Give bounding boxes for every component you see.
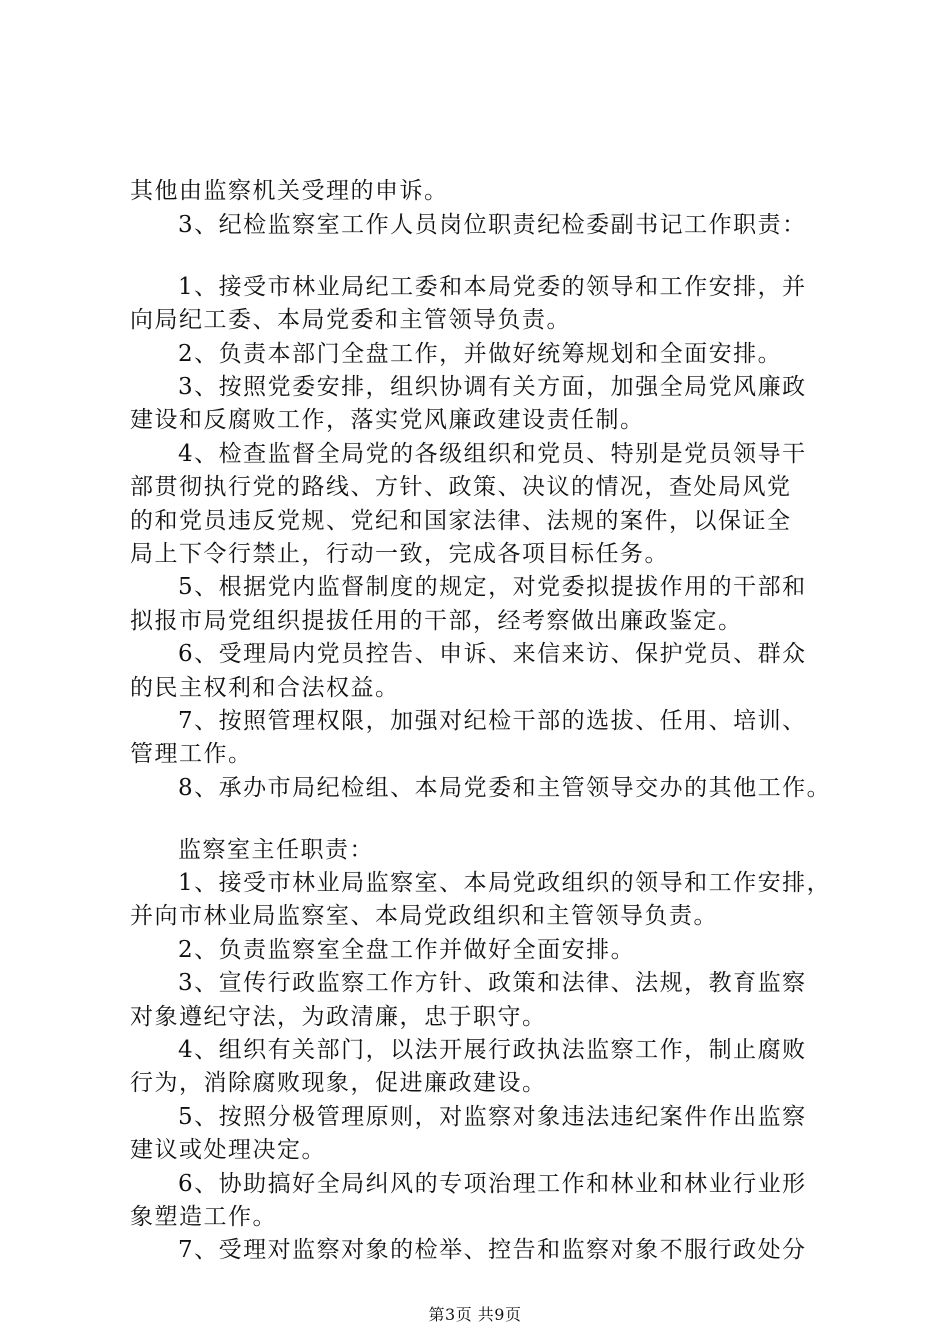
text-line: 拟报市局党组织提拔任用的干部，经考察做出廉政鉴定。 — [130, 608, 743, 634]
text-line: 4、检查监督全局党的各级组织和党员、特别是党员领导干 — [178, 441, 807, 467]
text-line: 7、受理对监察对象的检举、控告和监察对象不服行政处分 — [178, 1237, 807, 1263]
text-line: 3、按照党委安排，组织协调有关方面，加强全局党风廉政 — [178, 374, 807, 400]
text-line: 7、按照管理权限，加强对纪检干部的选拔、任用、培训、 — [178, 708, 807, 734]
text-line: 其他由监察机关受理的申诉。 — [130, 178, 449, 204]
text-line: 1、接受市林业局纪工委和本局党委的领导和工作安排，并 — [178, 274, 807, 300]
text-line: 建设和反腐败工作，落实党风廉政建设责任制。 — [130, 407, 645, 433]
text-line: 的民主权利和合法权益。 — [130, 675, 400, 701]
text-line: 部贯彻执行党的路线、方针、政策、决议的情况，查处局风党 — [130, 474, 792, 500]
text-line: 行为，消除腐败现象，促进廉政建设。 — [130, 1070, 547, 1096]
text-line: 象塑造工作。 — [130, 1204, 277, 1230]
text-line: 5、按照分极管理原则，对监察对象违法违纪案件作出监察 — [178, 1104, 807, 1130]
text-line: 建议或处理决定。 — [130, 1137, 326, 1163]
section-heading: 监察室主任职责： — [178, 837, 374, 863]
text-line: 6、受理局内党员控告、申诉、来信来访、保护党员、群众 — [178, 641, 807, 667]
text-line: 管理工作。 — [130, 741, 253, 767]
text-line: 局上下令行禁止，行动一致，完成各项目标任务。 — [130, 541, 669, 567]
text-line: 1、接受市林业局监察室、本局党政组织的领导和工作安排， — [178, 870, 832, 896]
text-line: 3、宣传行政监察工作方针、政策和法律、法规，教育监察 — [178, 970, 807, 996]
text-line: 8、承办市局纪检组、本局党委和主管领导交办的其他工作。 — [178, 775, 832, 801]
text-line: 4、组织有关部门，以法开展行政执法监察工作，制止腐败 — [178, 1037, 807, 1063]
text-line: 3、纪检监察室工作人员岗位职责纪检委副书记工作职责： — [178, 212, 807, 238]
page-footer: 第3页 共9页 — [428, 1305, 522, 1324]
text-line: 5、根据党内监督制度的规定，对党委拟提拔作用的干部和 — [178, 574, 807, 600]
text-line: 对象遵纪守法，为政清廉，忠于职守。 — [130, 1004, 547, 1030]
text-line: 2、负责监察室全盘工作并做好全面安排。 — [178, 937, 636, 963]
text-line: 并向市林业局监察室、本局党政组织和主管领导负责。 — [130, 903, 718, 929]
text-line: 的和党员违反党规、党纪和国家法律、法规的案件，以保证全 — [130, 508, 792, 534]
text-line: 向局纪工委、本局党委和主管领导负责。 — [130, 307, 571, 333]
text-line: 6、协助搞好全局纠风的专项治理工作和林业和林业行业形 — [178, 1171, 807, 1197]
text-line: 2、负责本部门全盘工作，并做好统筹规划和全面安排。 — [178, 341, 783, 367]
